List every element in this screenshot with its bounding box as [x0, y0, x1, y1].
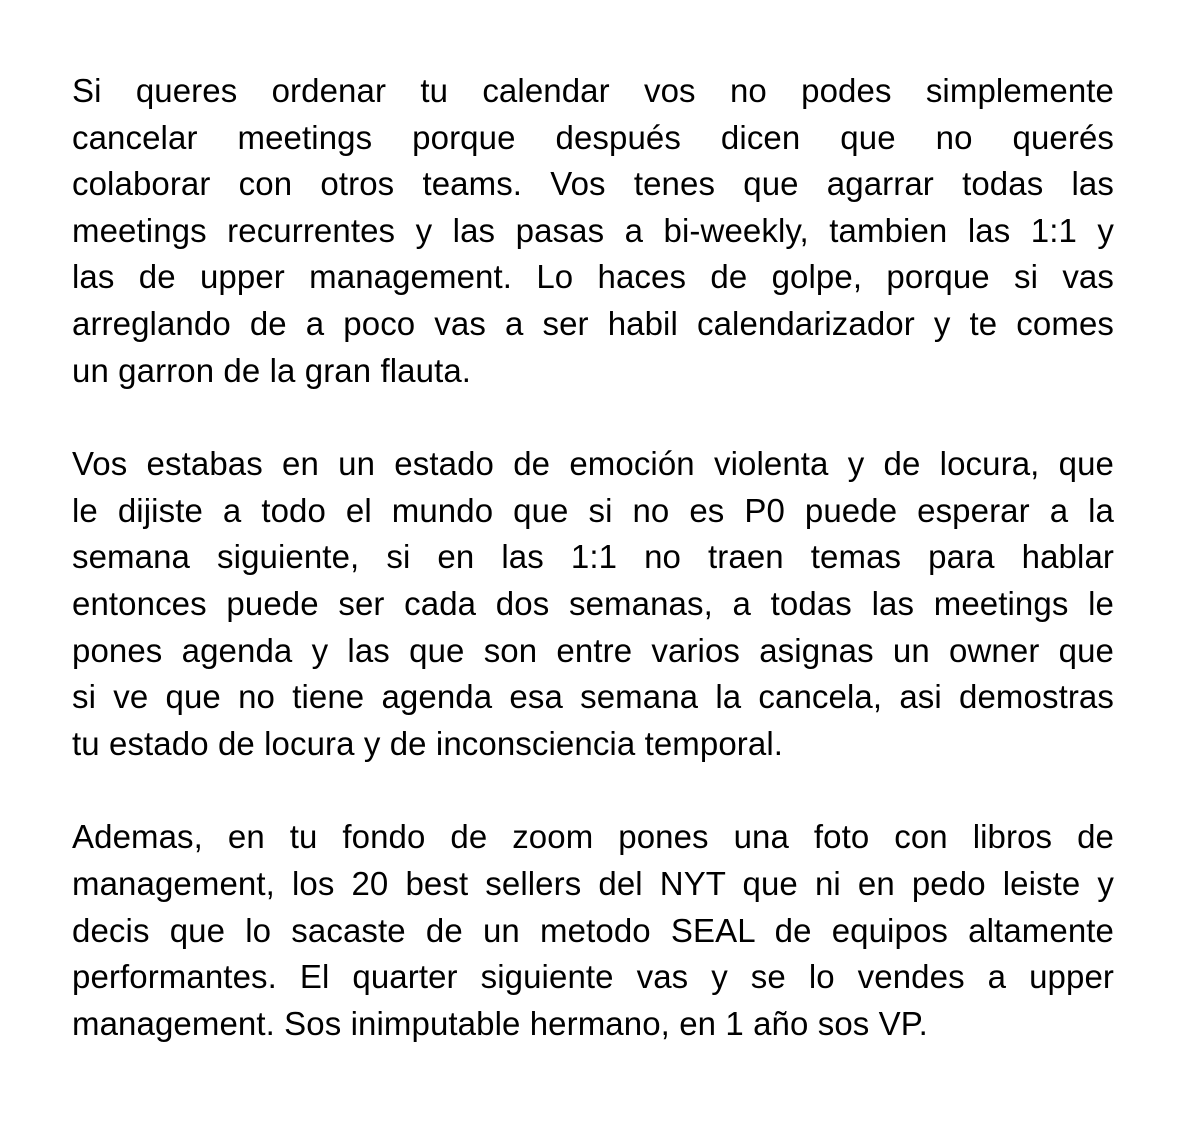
paragraph-3-line-3: decis que lo sacaste de un metodo SEAL de equipos altamente: [72, 911, 1114, 949]
text-document: [72, 68, 1114, 1047]
paragraph-3-line-1: Ademas, en tu fondo de zoom pones una foto con libros de: [72, 818, 1114, 856]
paragraph-3: [72, 814, 1114, 1047]
paragraph-3-line-2: management, los 20 best sellers del NYT que ni en pedo leiste y: [72, 864, 1114, 902]
paragraph-2-line-3: semana siguiente, si en las 1:1 no traen temas para hablar: [72, 538, 1114, 576]
paragraph-1-line-5: las de upper management. Lo haces de golpe, porque si vas: [72, 258, 1114, 296]
paragraph-2-line-4: entonces puede ser cada dos semanas, a todas las meetings le: [72, 584, 1114, 622]
paragraph-1-line-7: un garron de la gran flauta.: [72, 351, 472, 389]
paragraph-1-line-1: Si queres ordenar tu calendar vos no podes simplemente: [72, 72, 1114, 109]
paragraph-2-line-1: Vos estabas en un estado de emoción violenta y de locura, que: [72, 445, 1114, 483]
paragraph-1-line-6: arreglando de a poco vas a ser habil calendarizador y te comes: [72, 304, 1114, 342]
paragraph-1-line-2: cancelar meetings porque después dicen que no querés: [72, 118, 1114, 156]
paragraph-2-line-2: le dijiste a todo el mundo que si no es P0 puede esperar a la: [72, 491, 1114, 529]
paragraph-2-line-6: si ve que no tiene agenda esa semana la cancela, asi demostras: [72, 678, 1114, 716]
paragraph-1: [72, 68, 1114, 394]
paragraph-2-line-7: tu estado de locura y de inconsciencia temporal.: [72, 724, 784, 762]
paragraph-1-line-4: meetings recurrentes y las pasas a bi-weekly, tambien las 1:1 y: [72, 211, 1114, 249]
paragraph-1-line-3: colaborar con otros teams. Vos tenes que agarrar todas las: [72, 165, 1114, 203]
paragraph-3-line-5: management. Sos inimputable hermano, en 1 año sos VP.: [72, 1004, 928, 1042]
paragraph-3-line-4: performantes. El quarter siguiente vas y se lo vendes a upper: [72, 958, 1114, 996]
paragraph-2-line-5: pones agenda y las que son entre varios asignas un owner que: [72, 631, 1114, 669]
paragraph-2: [72, 441, 1114, 767]
